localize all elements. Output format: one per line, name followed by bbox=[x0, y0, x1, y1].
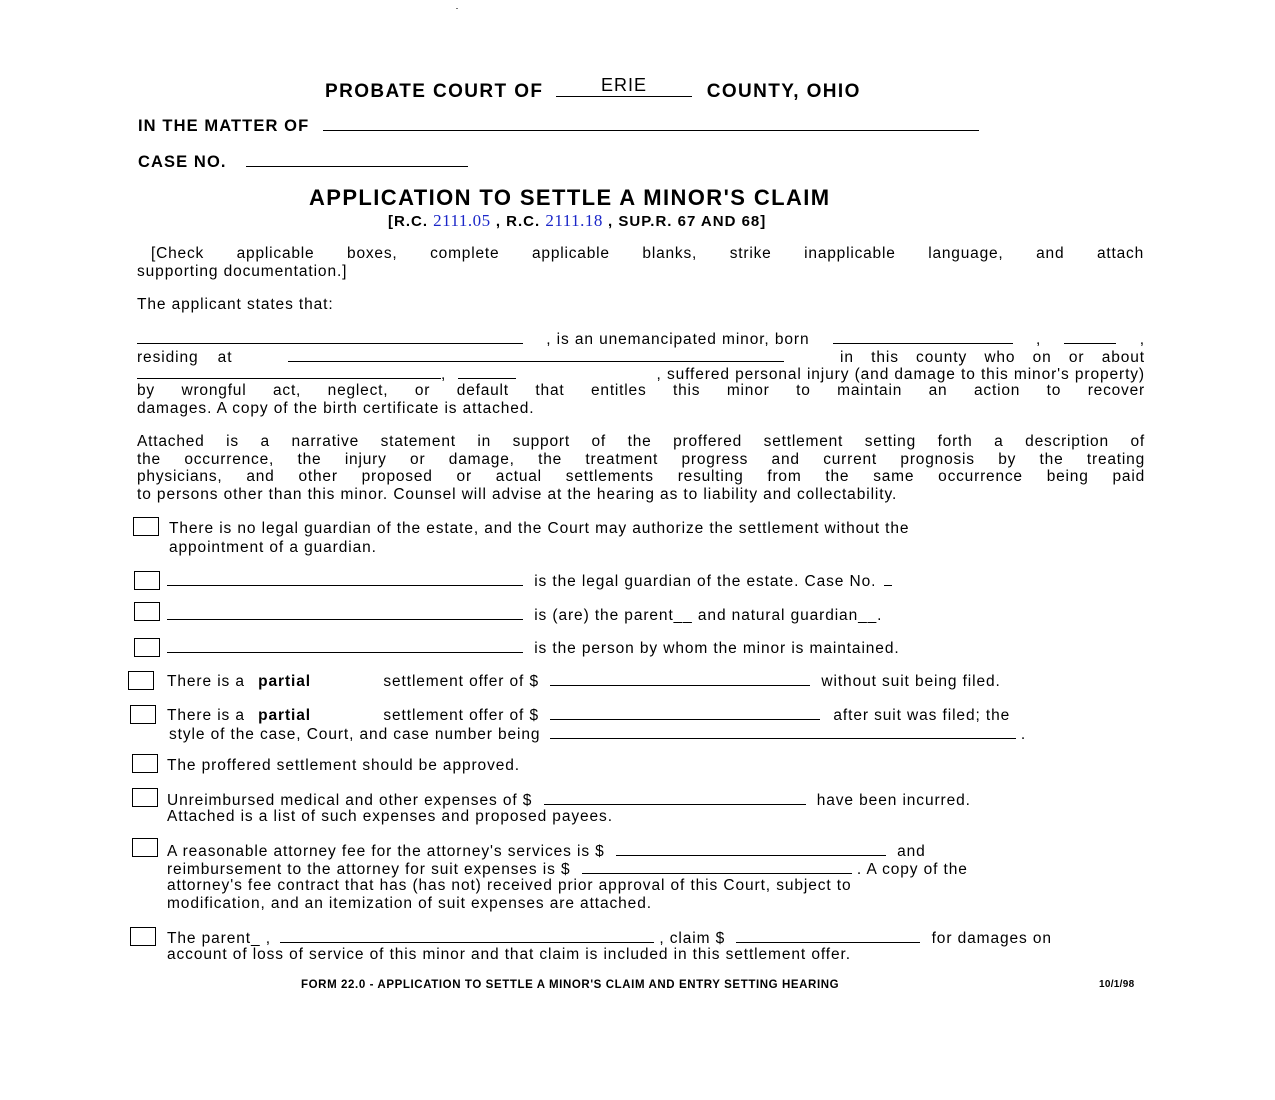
court-suffix: COUNTY, OHIO bbox=[706, 81, 861, 102]
offer-without-suit-checkbox[interactable] bbox=[128, 671, 154, 690]
offer-after-suit-line-1 bbox=[167, 705, 1010, 725]
offer2-end: . bbox=[1020, 726, 1027, 743]
minor-unemancipated-text: , is an unemancipated minor, born bbox=[546, 331, 810, 348]
offer-without-suit-line bbox=[167, 671, 1001, 691]
no-guardian-text-1: There is no legal guardian of the estate, and the Court may authorize the settlement without the bbox=[169, 520, 910, 537]
fee-text-c: reimbursement to the attorney for suit expenses is $ bbox=[167, 861, 571, 878]
case-style-field[interactable] bbox=[550, 724, 1016, 739]
birth-date-field[interactable] bbox=[833, 329, 1013, 344]
approval-checkbox[interactable] bbox=[132, 754, 158, 773]
comma-2: , bbox=[1139, 331, 1145, 348]
case-label: CASE NO. bbox=[138, 153, 227, 171]
minor-line-3 bbox=[137, 364, 1145, 384]
parent-claimant-field[interactable] bbox=[280, 928, 654, 943]
minor-name-field[interactable] bbox=[137, 329, 523, 344]
form-title: APPLICATION TO SETTLE A MINOR'S CLAIM bbox=[309, 185, 831, 210]
case-number-field[interactable] bbox=[246, 152, 468, 167]
cite-mid: , R.C. bbox=[495, 213, 541, 230]
maintainer-line bbox=[167, 638, 900, 658]
parent-claim-amount-field[interactable] bbox=[736, 928, 920, 943]
no-guardian-text-2: appointment of a guardian. bbox=[169, 539, 377, 556]
county-field[interactable] bbox=[556, 75, 692, 97]
county-value: ERIE bbox=[601, 75, 648, 95]
suit-expenses-field[interactable] bbox=[582, 859, 852, 874]
fee-text-b: and bbox=[897, 843, 926, 860]
approval-text: The proffered settlement should be approved. bbox=[167, 757, 520, 774]
parent-claim-a: The parent_ , bbox=[167, 930, 271, 947]
case-line bbox=[138, 152, 468, 172]
birth-year-field[interactable] bbox=[1064, 329, 1116, 344]
parent-name-field[interactable] bbox=[167, 605, 523, 620]
instructions-line-2: supporting documentation.] bbox=[137, 263, 348, 280]
legal-guardian-checkbox[interactable] bbox=[134, 571, 160, 590]
parent-line bbox=[167, 605, 882, 625]
narrative-line-4: to persons other than this minor. Counsel will advise at the hearing as to liability and collectability. bbox=[137, 486, 898, 503]
offer1-mid: settlement offer of $ bbox=[383, 673, 539, 690]
injury-text: , suffered personal injury (and damage to this minor's property) bbox=[656, 366, 1145, 383]
medical-expenses-line-2: Attached is a list of such expenses and proposed payees. bbox=[167, 808, 613, 825]
attorney-fee-line-4: modification, and an itemization of suit expenses are attached. bbox=[167, 895, 652, 912]
county-text: in this county who on or about bbox=[840, 349, 1145, 366]
offer1-tail: without suit being filed. bbox=[821, 673, 1001, 690]
legal-guardian-line bbox=[167, 571, 892, 591]
no-guardian-checkbox[interactable] bbox=[133, 517, 159, 536]
matter-line bbox=[138, 116, 979, 136]
offer2-prefix: There is a bbox=[167, 707, 245, 724]
parent-claim-line-1 bbox=[167, 928, 1052, 948]
medical-amount-field[interactable] bbox=[544, 790, 806, 805]
comma-1: , bbox=[1036, 331, 1042, 348]
attorney-fee-line-2 bbox=[167, 859, 968, 879]
minor-line-5: damages. A copy of the birth certificate is attached. bbox=[137, 400, 535, 417]
medical-text-b: have been incurred. bbox=[816, 792, 971, 809]
minor-line-4: by wrongful act, neglect, or default that entitles this minor to maintain an action to recover bbox=[137, 382, 1145, 399]
residing-label: residing at bbox=[137, 349, 233, 366]
offer1-amount-field[interactable] bbox=[550, 671, 810, 686]
matter-field[interactable] bbox=[323, 116, 979, 131]
guardian-case-number-field[interactable] bbox=[884, 571, 892, 586]
parent-claim-c: for damages on bbox=[931, 930, 1052, 947]
intro-text: The applicant states that: bbox=[137, 296, 334, 313]
offer2-style-text: style of the case, Court, and case number being bbox=[169, 726, 541, 743]
comma-3: , bbox=[441, 366, 447, 383]
maintainer-text: is the person by whom the minor is maintained. bbox=[534, 640, 900, 657]
parent-claim-checkbox[interactable] bbox=[130, 927, 156, 946]
legal-guardian-text: is the legal guardian of the estate. Case No. bbox=[534, 573, 877, 590]
offer-after-suit-line-2 bbox=[169, 724, 1026, 744]
matter-label: IN THE MATTER OF bbox=[138, 117, 310, 135]
offer2-type: partial bbox=[258, 707, 311, 724]
rc-2111-05-link[interactable]: 2111.05 bbox=[433, 211, 491, 230]
attorney-fee-checkbox[interactable] bbox=[132, 838, 158, 857]
legal-guardian-name-field[interactable] bbox=[167, 571, 523, 586]
attorney-fee-line-1 bbox=[167, 841, 926, 861]
cite-close: , SUP.R. 67 AND 68] bbox=[608, 213, 767, 230]
maintainer-checkbox[interactable] bbox=[134, 638, 160, 657]
offer2-mid: settlement offer of $ bbox=[383, 707, 539, 724]
parent-checkbox[interactable] bbox=[134, 602, 160, 621]
injury-date-field[interactable] bbox=[137, 364, 441, 379]
attorney-fee-line-3: attorney's fee contract that has (has not) received prior approval of this Court, subject to bbox=[167, 877, 852, 894]
maintainer-name-field[interactable] bbox=[167, 638, 523, 653]
medical-text-a: Unreimbursed medical and other expenses of $ bbox=[167, 792, 533, 809]
footer-form-name: FORM 22.0 - APPLICATION TO SETTLE A MINOR'S CLAIM AND ENTRY SETTING HEARING bbox=[301, 979, 840, 991]
court-prefix: PROBATE COURT OF bbox=[325, 81, 544, 102]
offer-after-suit-checkbox[interactable] bbox=[130, 705, 156, 724]
fee-text-a: A reasonable attorney fee for the attorney's services is $ bbox=[167, 843, 605, 860]
offer1-type: partial bbox=[258, 673, 311, 690]
fee-text-d: . A copy of the bbox=[856, 861, 968, 878]
statute-citation bbox=[388, 211, 766, 231]
footer-revision-date: 10/1/98 bbox=[1099, 979, 1135, 990]
parent-claim-line-2: account of loss of service of this minor and that claim is included in this settlement offer. bbox=[167, 946, 851, 963]
parent-claim-b: , claim $ bbox=[659, 930, 726, 947]
instructions-line-1: [Check applicable boxes, complete applicable blanks, strike inapplicable language, and attach bbox=[151, 245, 1144, 262]
attorney-fee-field[interactable] bbox=[616, 841, 886, 856]
residence-field[interactable] bbox=[288, 347, 784, 362]
narrative-line-2: the occurrence, the injury or damage, the treatment progress and current prognosis by the treating bbox=[137, 451, 1145, 468]
cite-open: [R.C. bbox=[388, 213, 428, 230]
rc-2111-18-link[interactable]: 2111.18 bbox=[545, 211, 603, 230]
offer2-tail: after suit was filed; the bbox=[833, 707, 1011, 724]
narrative-line-3: physicians, and other proposed or actual settlements resulting from the same occurrence being paid bbox=[137, 468, 1145, 485]
offer2-amount-field[interactable] bbox=[550, 705, 820, 720]
medical-expenses-line-1 bbox=[167, 790, 971, 810]
scan-speck bbox=[456, 8, 458, 9]
medical-expenses-checkbox[interactable] bbox=[132, 788, 158, 807]
minor-line-1 bbox=[137, 329, 1145, 349]
parent-text: is (are) the parent__ and natural guardian__. bbox=[534, 607, 883, 624]
narrative-line-1: Attached is a narrative statement in support of the proffered settlement setting forth a description of bbox=[137, 433, 1145, 450]
offer1-prefix: There is a bbox=[167, 673, 245, 690]
court-heading bbox=[325, 75, 861, 103]
injury-year-field[interactable] bbox=[458, 364, 516, 379]
